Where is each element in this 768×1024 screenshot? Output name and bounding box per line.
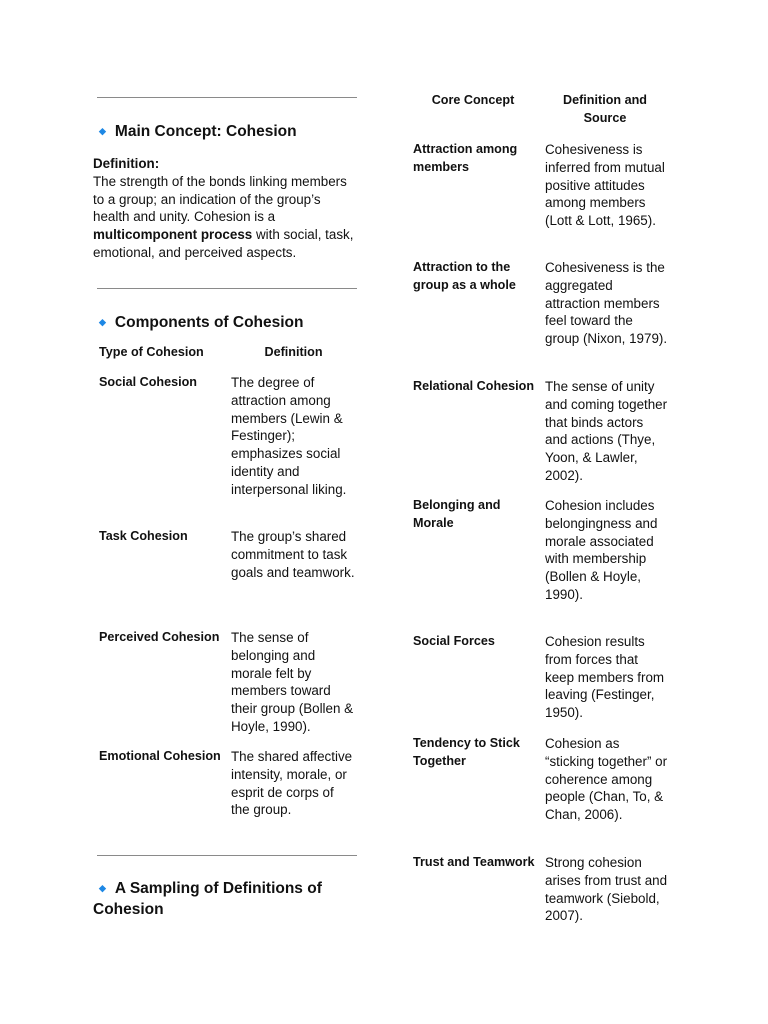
definition-text-end: with social, task, emotional, and perceived aspects.: [93, 227, 354, 260]
core-row-definition: Cohesiveness is inferred from mutual positive attitudes among members (Lott & Lott, 1965).: [545, 142, 665, 229]
components-row-term: Perceived Cohesion: [99, 630, 220, 644]
sampling-heading-text: A Sampling of Definitions of Cohesion: [93, 880, 322, 918]
core-row-term: Social Forces: [413, 634, 495, 648]
components-row-definition: The sense of belonging and morale felt by members toward their group (Bollen & Hoyle, 1990).: [231, 630, 354, 734]
main-concept-heading: [93, 121, 359, 142]
section-divider: [97, 855, 357, 856]
core-row-definition: Cohesion includes belongingness and morale associated with membership (Bollen & Hoyle, 1990).: [545, 498, 658, 602]
diamond-bullet-icon: ◆: [99, 317, 106, 327]
diamond-bullet-icon: ◆: [99, 883, 106, 893]
core-col-definition-header: Definition and Source: [563, 93, 647, 125]
definition-block: [93, 155, 359, 262]
definition-text: The strength of the bonds linking members to a group; an indication of the group’s health and unity. Cohesion is a: [93, 173, 347, 225]
components-col-type-header: Type of Cohesion: [99, 345, 204, 359]
components-row-definition: The shared affective intensity, morale, or esprit de corps of the group.: [231, 749, 353, 818]
components-heading-text: Components of Cohesion: [114, 314, 304, 331]
components-heading: [93, 312, 359, 333]
sampling-heading: [93, 878, 359, 920]
components-row-term: Emotional Cohesion: [99, 749, 221, 763]
core-row-definition: Cohesion as “sticking together” or coherence among people (Chan, To, & Chan, 2006).: [545, 736, 668, 823]
core-row-term: Relational Cohesion: [413, 379, 535, 393]
core-row-term: Trust and Teamwork: [413, 855, 535, 869]
core-row-definition: Strong cohesion arises from trust and teamwork (Siebold, 2007).: [545, 855, 668, 924]
core-row-definition: Cohesiveness is the aggregated attraction members feel toward the group (Nixon, 1979).: [545, 260, 668, 347]
components-row-term: Task Cohesion: [99, 529, 188, 543]
core-row-term: Tendency to Stick Together: [413, 736, 520, 768]
components-row-definition: The group’s shared commitment to task goals and teamwork.: [231, 529, 355, 580]
core-row-definition: The sense of unity and coming together that binds actors and actions (Thye, Yoon, & Lawler, 2002).: [545, 379, 668, 483]
core-col-concept-header: Core Concept: [431, 93, 515, 107]
components-col-definition-header: Definition: [264, 345, 323, 359]
definition-bold-text: multicomponent process: [93, 227, 253, 243]
core-row-definition: Cohesion results from forces that keep members from leaving (Festinger, 1950).: [545, 634, 665, 721]
definition-label: Definition:: [93, 156, 160, 171]
core-row-term: Attraction to the group as a whole: [413, 260, 516, 292]
components-row-term: Social Cohesion: [99, 375, 197, 389]
section-divider: [97, 97, 357, 98]
section-divider: [97, 288, 357, 289]
components-row-definition: The degree of attraction among members (Lewin & Festinger); emphasizes social identity and interpersonal liking.: [231, 375, 347, 497]
diamond-bullet-icon: ◆: [99, 126, 106, 136]
core-row-term: Attraction among members: [413, 142, 518, 174]
main-concept-heading-text: Main Concept: Cohesion: [114, 123, 297, 140]
core-row-term: Belonging and Morale: [413, 498, 501, 530]
